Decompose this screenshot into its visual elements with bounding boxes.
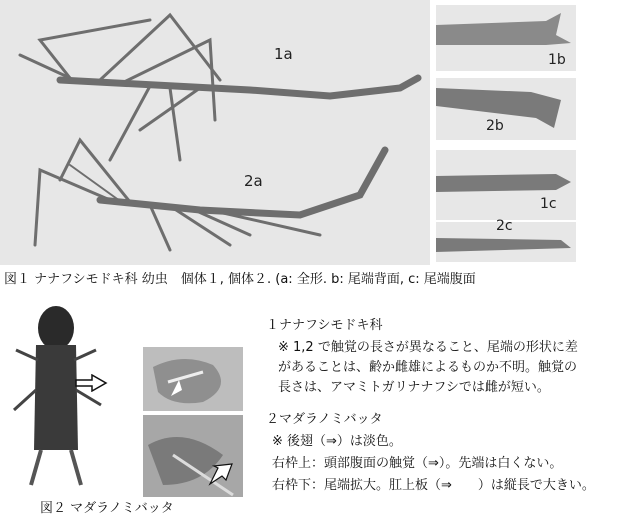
note-heading-2: ２マダラノミバッタ xyxy=(266,412,383,427)
figure1-caption: 図１ ナナフシモドキ科 幼虫 個体１, 個体２. (a: 全形. b: 尾端背面, c: 尾端腹面 xyxy=(4,272,476,287)
fig1-2b-photo xyxy=(436,78,576,140)
label-2c: 2c xyxy=(496,218,513,234)
fig1-main-photo xyxy=(0,0,430,265)
label-2a: 2a xyxy=(244,172,263,190)
note-p1-line3: 長さは、アマミトガリナナフシでは雌が短い。 xyxy=(278,380,550,395)
label-2b: 2b xyxy=(486,118,504,134)
grasshopper-image xyxy=(6,300,126,496)
note-p2-line2: 右枠上：頭部腹面の触覚（⇒）。先端は白くない。 xyxy=(272,456,563,471)
tail-dorsal-2b-image xyxy=(436,78,576,140)
figure2-caption: 図２ マダラノミバッタ xyxy=(40,501,174,516)
fig2-inset-top xyxy=(143,347,243,411)
head-ventral-image xyxy=(143,347,243,411)
note-p2-line1: ※ 後翅（⇒）は淡色。 xyxy=(272,434,402,449)
label-1b: 1b xyxy=(548,52,566,68)
note-p2-line3: 右枠下：尾端拡大。肛上板（⇒ ）は縦長で大きい。 xyxy=(272,478,595,493)
fig2-main-photo xyxy=(6,300,126,496)
label-1a: 1a xyxy=(274,45,293,63)
label-1c: 1c xyxy=(540,196,557,212)
note-p1-line2: があることは、齢か雌雄によるものか不明。触覚の xyxy=(278,360,578,375)
note-p1-line1: ※ 1,2 で触覚の長さが異なること、尾端の形状に差 xyxy=(278,340,578,355)
antenna-arrow-icon xyxy=(168,376,188,398)
hind-wing-arrow-icon xyxy=(74,374,108,392)
stick-insect-nymphs-image xyxy=(0,0,430,265)
supra-anal-plate-arrow-icon xyxy=(208,462,238,486)
note-heading-1: １ナナフシモドキ科 xyxy=(266,318,383,333)
